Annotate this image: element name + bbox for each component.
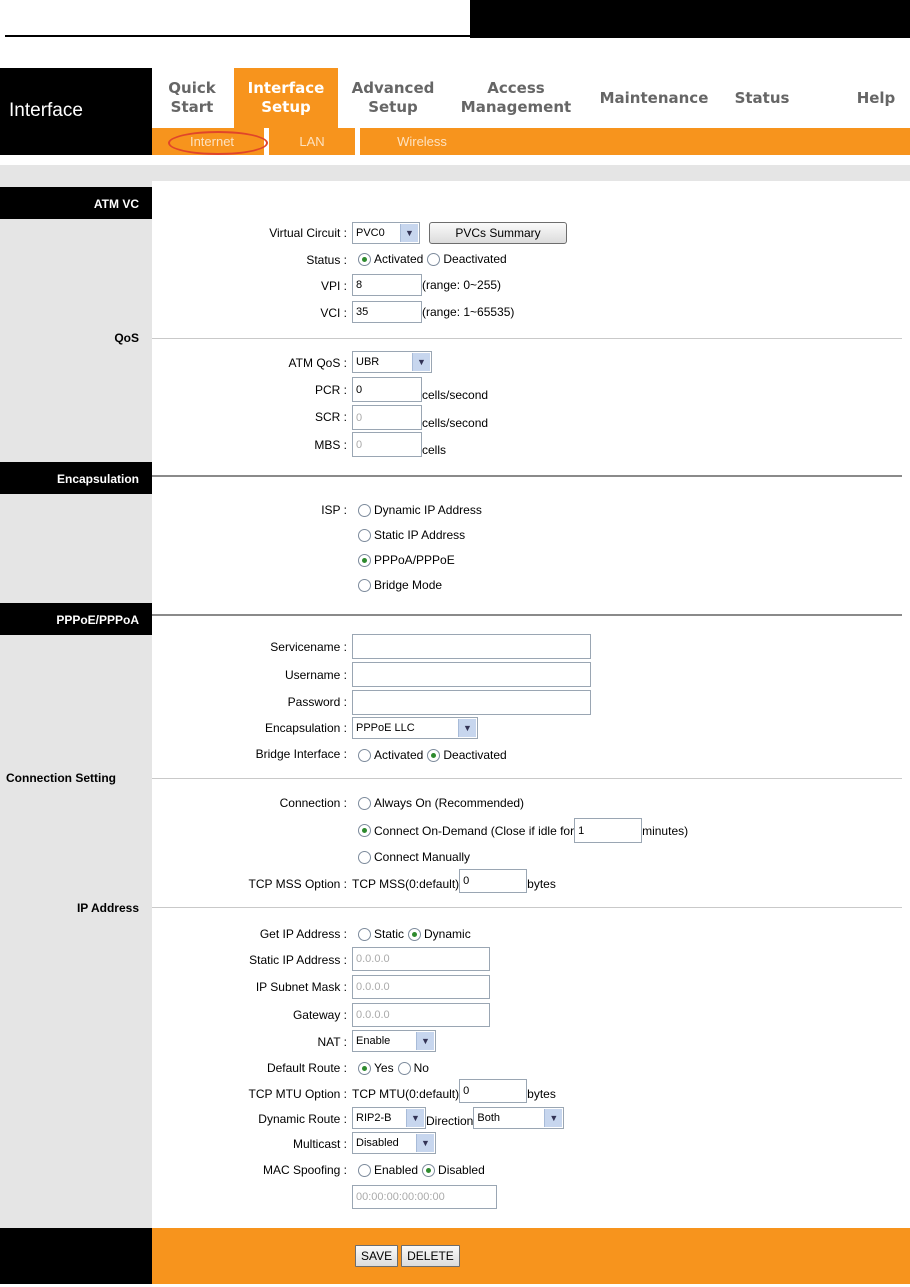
static-ip-input[interactable]: 0.0.0.0 (352, 947, 490, 971)
nat-label: NAT : (317, 1035, 347, 1049)
idle-minutes-input[interactable]: 1 (574, 818, 642, 843)
encapsulation-select[interactable] (352, 717, 478, 739)
subnet-mask-label: IP Subnet Mask : (255, 980, 347, 994)
vpi-range: (range: 0~255) (422, 278, 502, 292)
select-value: RIP2-B (356, 1112, 392, 1124)
pcr-unit: cells/second (422, 387, 489, 402)
tab-label: Help (856, 88, 896, 107)
password-input[interactable] (352, 690, 591, 715)
section-atm-vc: ATM VC (0, 187, 152, 219)
connection-on-demand-radio[interactable] (358, 824, 371, 837)
select-value: PPPoE LLC (356, 722, 415, 734)
radio-label: Static (374, 927, 405, 941)
vpi-label: VPI : (320, 279, 347, 293)
radio-label: No (413, 1061, 429, 1075)
tab-advanced-setup[interactable] (340, 70, 446, 126)
section-qos: QoS (114, 331, 139, 345)
get-ip-dynamic-radio[interactable] (408, 928, 421, 941)
mac-spoofing-label: MAC Spoofing : (262, 1163, 347, 1177)
delete-button[interactable]: DELETE (401, 1245, 460, 1267)
connection-always-on-radio[interactable] (358, 797, 371, 810)
divider (152, 907, 902, 908)
tab-label: Interface (247, 79, 325, 97)
tab-label: Setup (261, 98, 311, 116)
tab-label: Management (460, 98, 572, 116)
footer-bar (152, 1228, 910, 1284)
isp-label: ISP : (321, 503, 347, 517)
radio-label: Yes (374, 1061, 394, 1075)
vci-input[interactable]: 35 (352, 301, 422, 323)
subtab-internet[interactable]: Internet (189, 134, 235, 149)
chevron-down-icon: ▼ (416, 1032, 434, 1050)
status-deactivated-radio[interactable] (427, 253, 440, 266)
scr-label: SCR : (314, 410, 347, 424)
radio-label: Disabled (438, 1163, 485, 1177)
tcp-mtu-input[interactable]: 0 (459, 1079, 527, 1103)
chevron-down-icon: ▼ (458, 719, 476, 737)
nat-select[interactable] (352, 1030, 436, 1052)
tcp-mtu-text: TCP MTU(0:default) (352, 1087, 460, 1101)
encapsulation-label: Encapsulation : (264, 721, 347, 735)
radio-label: Always On (Recommended) (374, 796, 525, 810)
radio-label: Deactivated (443, 252, 507, 266)
subtab-divider (355, 128, 360, 155)
radio-label: Activated (374, 252, 424, 266)
radio-label: Static IP Address (374, 528, 466, 542)
chevron-down-icon: ▼ (406, 1109, 424, 1127)
tcp-mtu-unit: bytes (527, 1087, 556, 1101)
status-label: Status : (306, 253, 347, 267)
radio-label: Connect Manually (374, 850, 471, 864)
radio-label: Connect On-Demand (Close if idle for (374, 823, 575, 838)
radio-label: PPPoA/PPPoE (374, 553, 455, 567)
tcp-mss-unit: bytes (527, 877, 556, 891)
select-value: UBR (356, 356, 380, 368)
virtual-circuit-label: Virtual Circuit : (269, 226, 347, 240)
atm-qos-label: ATM QoS : (288, 356, 347, 370)
tcp-mss-input[interactable]: 0 (459, 869, 527, 893)
multicast-select[interactable] (352, 1132, 436, 1154)
mac-address-input[interactable]: 00:00:00:00:00:00 (352, 1185, 497, 1209)
scr-input[interactable]: 0 (352, 405, 422, 430)
direction-label: Direction (426, 1114, 474, 1128)
divider (152, 475, 902, 477)
scr-unit: cells/second (422, 415, 489, 430)
pcr-input[interactable]: 0 (352, 377, 422, 402)
subtab-lan[interactable]: LAN (299, 134, 325, 149)
top-spacer (0, 165, 910, 181)
tab-label: Setup (368, 98, 418, 116)
section-connection-setting: Connection Setting (6, 771, 116, 785)
bridge-interface-label: Bridge Interface : (255, 747, 347, 761)
direction-select[interactable] (473, 1107, 564, 1129)
radio-label: Deactivated (443, 748, 507, 762)
document-header-rule (5, 35, 470, 37)
bridge-deactivated-radio[interactable] (427, 749, 440, 762)
vci-label: VCI : (320, 306, 347, 320)
tab-help[interactable] (845, 70, 907, 126)
tab-interface-setup[interactable] (234, 68, 338, 128)
tab-status[interactable] (722, 70, 802, 126)
gateway-label: Gateway : (292, 1008, 347, 1022)
page-section-title: Interface (0, 68, 152, 155)
chevron-down-icon: ▼ (416, 1134, 434, 1152)
radio-label: Bridge Mode (374, 578, 443, 592)
subtab-wireless[interactable]: Wireless (397, 134, 447, 149)
save-button[interactable]: SAVE (355, 1245, 398, 1267)
mac-spoofing-disabled-radio[interactable] (422, 1164, 435, 1177)
document-header-bar (470, 0, 910, 38)
connection-manually-radio[interactable] (358, 851, 371, 864)
connection-label: Connection : (279, 796, 347, 810)
virtual-circuit-select[interactable] (352, 222, 420, 244)
tab-label: Access (487, 79, 545, 97)
status-activated-radio[interactable] (358, 253, 371, 266)
multicast-label: Multicast : (292, 1137, 347, 1151)
isp-pppoa-pppoe-radio[interactable] (358, 554, 371, 567)
tab-quick-start[interactable] (152, 70, 232, 126)
gateway-input[interactable]: 0.0.0.0 (352, 1003, 490, 1027)
chevron-down-icon: ▼ (412, 353, 430, 371)
select-value: Disabled (356, 1137, 399, 1149)
username-input[interactable] (352, 662, 591, 687)
bridge-activated-radio[interactable] (358, 749, 371, 762)
password-label: Password : (287, 695, 347, 709)
chevron-down-icon: ▼ (400, 224, 418, 242)
tab-access-management[interactable] (450, 70, 582, 126)
tcp-mtu-label: TCP MTU Option : (248, 1087, 347, 1101)
highlight-circle (168, 131, 268, 155)
tab-label: Maintenance (599, 88, 709, 107)
mbs-unit: cells (422, 442, 447, 457)
idle-minutes-unit: minutes) (642, 823, 689, 838)
default-route-yes-radio[interactable] (358, 1062, 371, 1075)
radio-label: Enabled (374, 1163, 419, 1177)
tab-label: Start (170, 98, 214, 116)
get-ip-label: Get IP Address : (259, 927, 347, 941)
select-value: PVC0 (356, 227, 385, 239)
atm-qos-select[interactable] (352, 351, 432, 373)
divider (152, 614, 902, 616)
servicename-input[interactable] (352, 634, 591, 659)
tab-label: Status (734, 88, 790, 107)
section-ip-address: IP Address (76, 901, 139, 915)
dynamic-route-select[interactable] (352, 1107, 426, 1129)
isp-bridge-mode-radio[interactable] (358, 579, 371, 592)
footer-left (0, 1228, 152, 1284)
default-route-no-radio[interactable] (398, 1062, 411, 1075)
tcp-mss-text: TCP MSS(0:default) (352, 877, 460, 891)
vci-range: (range: 1~65535) (422, 305, 515, 319)
subnet-mask-input[interactable]: 0.0.0.0 (352, 975, 490, 999)
get-ip-static-radio[interactable] (358, 928, 371, 941)
mac-spoofing-enabled-radio[interactable] (358, 1164, 371, 1177)
divider (152, 778, 902, 779)
isp-dynamic-ip-radio[interactable] (358, 504, 371, 517)
username-label: Username : (284, 668, 347, 682)
mbs-label: MBS : (314, 438, 347, 452)
select-value: Enable (356, 1035, 391, 1047)
tcp-mss-label: TCP MSS Option : (248, 877, 347, 891)
select-value: Both (477, 1112, 500, 1124)
servicename-label: Servicename : (270, 640, 347, 654)
radio-label: Dynamic (424, 927, 471, 941)
divider (152, 338, 902, 339)
pvcs-summary-button[interactable]: PVCs Summary (429, 222, 567, 244)
chevron-down-icon: ▼ (544, 1109, 562, 1127)
static-ip-label: Static IP Address : (249, 953, 347, 967)
vpi-input[interactable]: 8 (352, 274, 422, 296)
default-route-label: Default Route : (266, 1061, 347, 1075)
tab-label: Advanced (351, 79, 435, 97)
section-encapsulation: Encapsulation (0, 462, 152, 494)
mbs-input[interactable]: 0 (352, 432, 422, 457)
tab-maintenance[interactable] (588, 70, 720, 126)
radio-label: Dynamic IP Address (374, 503, 482, 517)
tab-label: Quick (168, 79, 216, 97)
pcr-label: PCR : (314, 383, 347, 397)
dynamic-route-label: Dynamic Route : (258, 1112, 347, 1126)
isp-static-ip-radio[interactable] (358, 529, 371, 542)
section-pppoe-pppoa: PPPoE/PPPoA (0, 603, 152, 635)
radio-label: Activated (374, 748, 424, 762)
